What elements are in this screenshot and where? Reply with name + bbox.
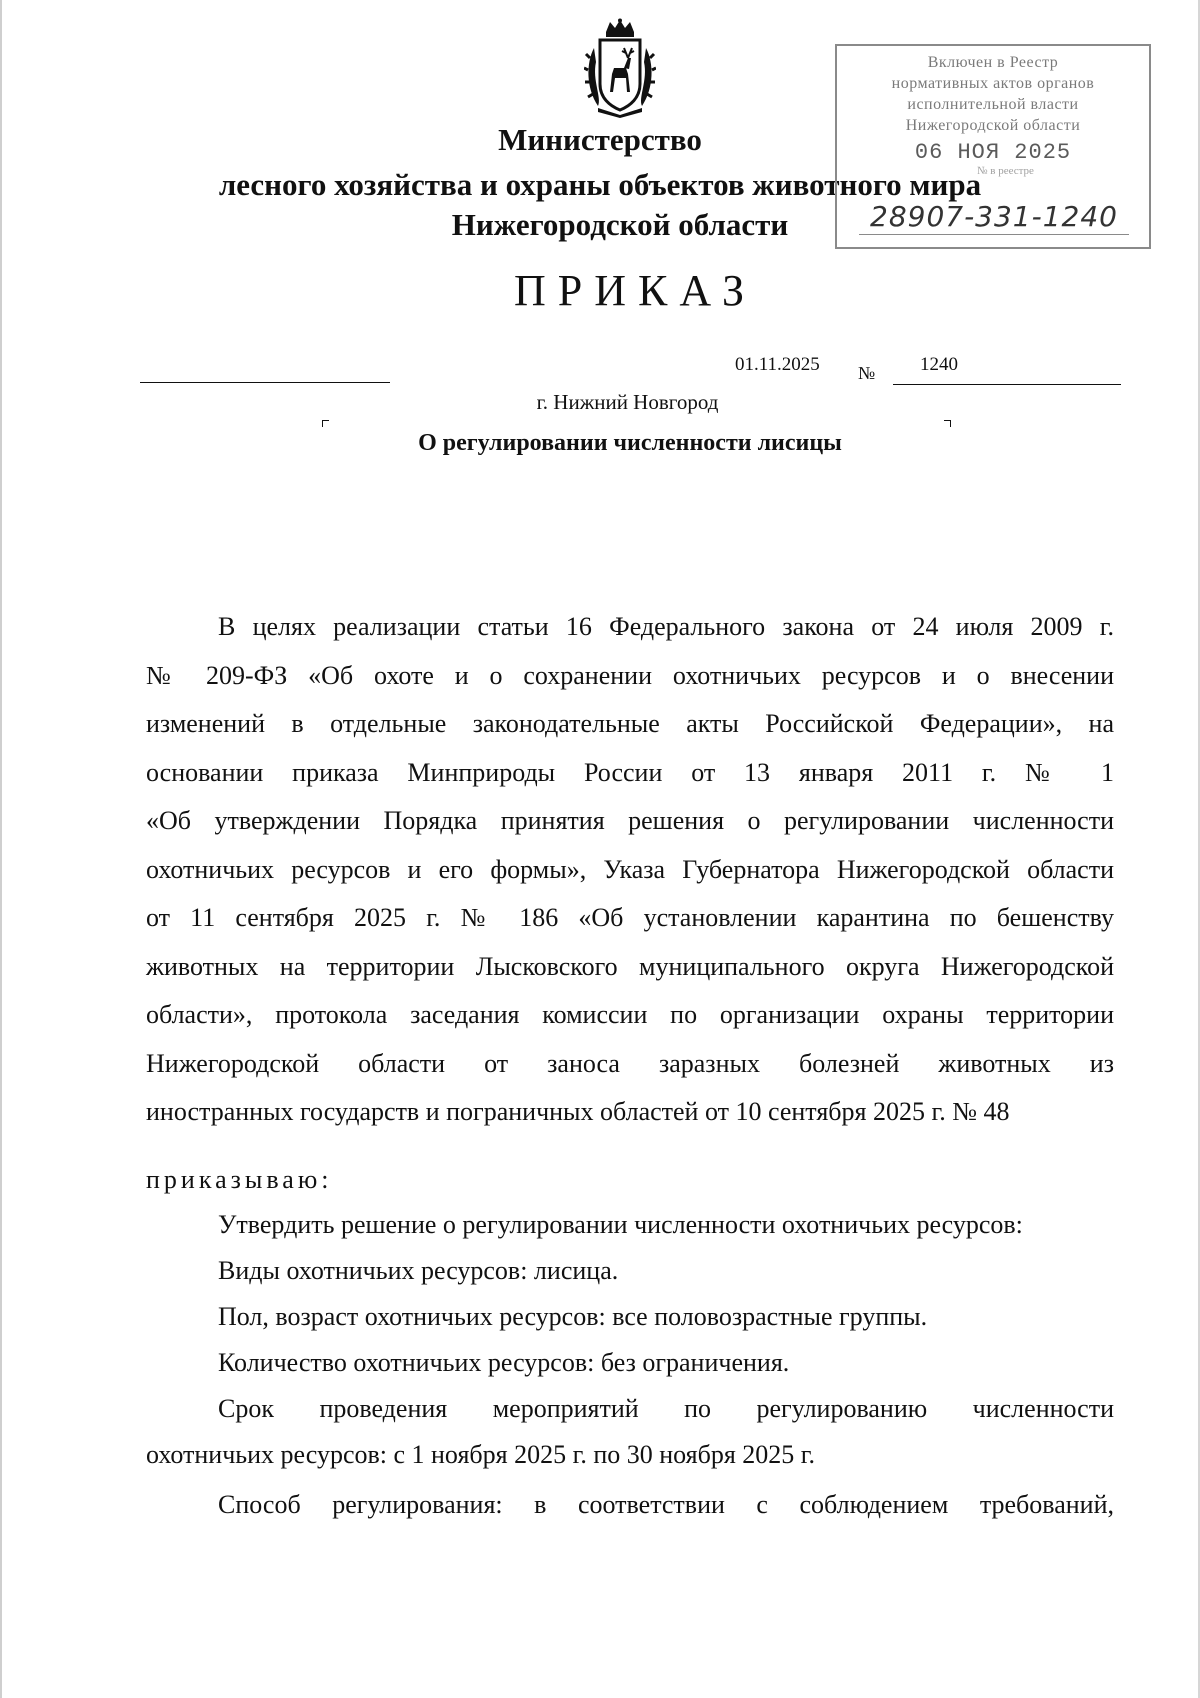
- preamble-line: животных на территории Лысковского муниципального округа Нижегородской: [146, 951, 1114, 981]
- decree-word: приказываю:: [146, 1165, 333, 1194]
- ministry-name-line3: Нижегородской области: [451, 207, 789, 242]
- document-city: г. Нижний Новгород: [536, 390, 719, 414]
- subject-corner-right: [944, 420, 951, 427]
- stamp-line1: Включен в Реестр: [927, 54, 1059, 71]
- stamp-date: 06 НОЯ 2025: [914, 140, 1072, 165]
- ministry-name-line1: Министерство: [498, 122, 702, 157]
- preamble-line: области», протокола заседания комиссии по организации охраны территории: [146, 1000, 1114, 1029]
- preamble-paragraph: [146, 603, 1114, 1137]
- preamble-line: охотничьих ресурсов и его формы», Указа Губернатора Нижегородской области: [146, 854, 1114, 884]
- date-underline: [140, 382, 390, 383]
- document-subject: О регулировании численности лисицы: [418, 430, 842, 456]
- preamble-line: № 209-ФЗ «Об охоте и о сохранении охотничьих ресурсов и о внесении: [146, 660, 1114, 690]
- preamble-line: В целях реализации статьи 16 Федерального закона от 24 июля 2009 г.: [218, 612, 1114, 641]
- stamp-registry-number: 28907-331-1240: [859, 200, 1129, 235]
- coat-of-arms-emblem: [584, 18, 656, 118]
- decision-items: [146, 1202, 1114, 1528]
- preamble-line: иностранных государств и пограничных областей от 10 сентября 2025 г. № 48: [146, 1097, 1010, 1126]
- stamp-registry-label: № в реестре: [977, 165, 1034, 177]
- preamble-line: от 11 сентября 2025 г. № 186 «Об установлении карантина по бешенству: [146, 903, 1114, 932]
- subject-corner-left: [322, 420, 329, 427]
- number-sign: №: [858, 363, 876, 383]
- document-type-title: ПРИКАЗ: [513, 266, 757, 315]
- item-approve: Утвердить решение о регулировании численности охотничьих ресурсов:: [218, 1210, 1023, 1239]
- page-edge-left: [0, 0, 2, 1698]
- item-method-line1: Способ регулирования: в соответствии с соблюдением требований,: [218, 1490, 1114, 1519]
- stamp-line4: Нижегородской области: [905, 117, 1081, 134]
- number-underline: [893, 384, 1121, 385]
- item-species: Виды охотничьих ресурсов: лисица.: [218, 1256, 619, 1285]
- preamble-line: Нижегородской области от заноса заразных болезней животных из: [146, 1048, 1114, 1078]
- ministry-name-line2: лесного хозяйства и охраны объектов животного мира: [218, 167, 982, 202]
- document-number: 1240: [920, 354, 958, 375]
- preamble-line: основании приказа Минприроды России от 13 января 2011 г. № 1: [146, 757, 1114, 787]
- item-sex-age: Пол, возраст охотничьих ресурсов: все половозрастные группы.: [218, 1302, 928, 1331]
- preamble-line: изменений в отдельные законодательные акты Российской Федерации», на: [146, 709, 1114, 738]
- document-date: 01.11.2025: [735, 354, 820, 375]
- item-term-line2: охотничьих ресурсов: с 1 ноября 2025 г. по 30 ноября 2025 г.: [146, 1440, 816, 1469]
- stamp-line3: исполнительной власти: [907, 96, 1079, 113]
- item-term-line1: Срок проведения мероприятий по регулированию численности: [218, 1394, 1114, 1423]
- stamp-line2: нормативных актов органов: [891, 75, 1095, 92]
- item-quantity: Количество охотничьих ресурсов: без ограничения.: [218, 1348, 790, 1377]
- preamble-line: «Об утверждении Порядка принятия решения о регулировании численности: [146, 806, 1114, 835]
- registry-stamp: [835, 44, 1151, 249]
